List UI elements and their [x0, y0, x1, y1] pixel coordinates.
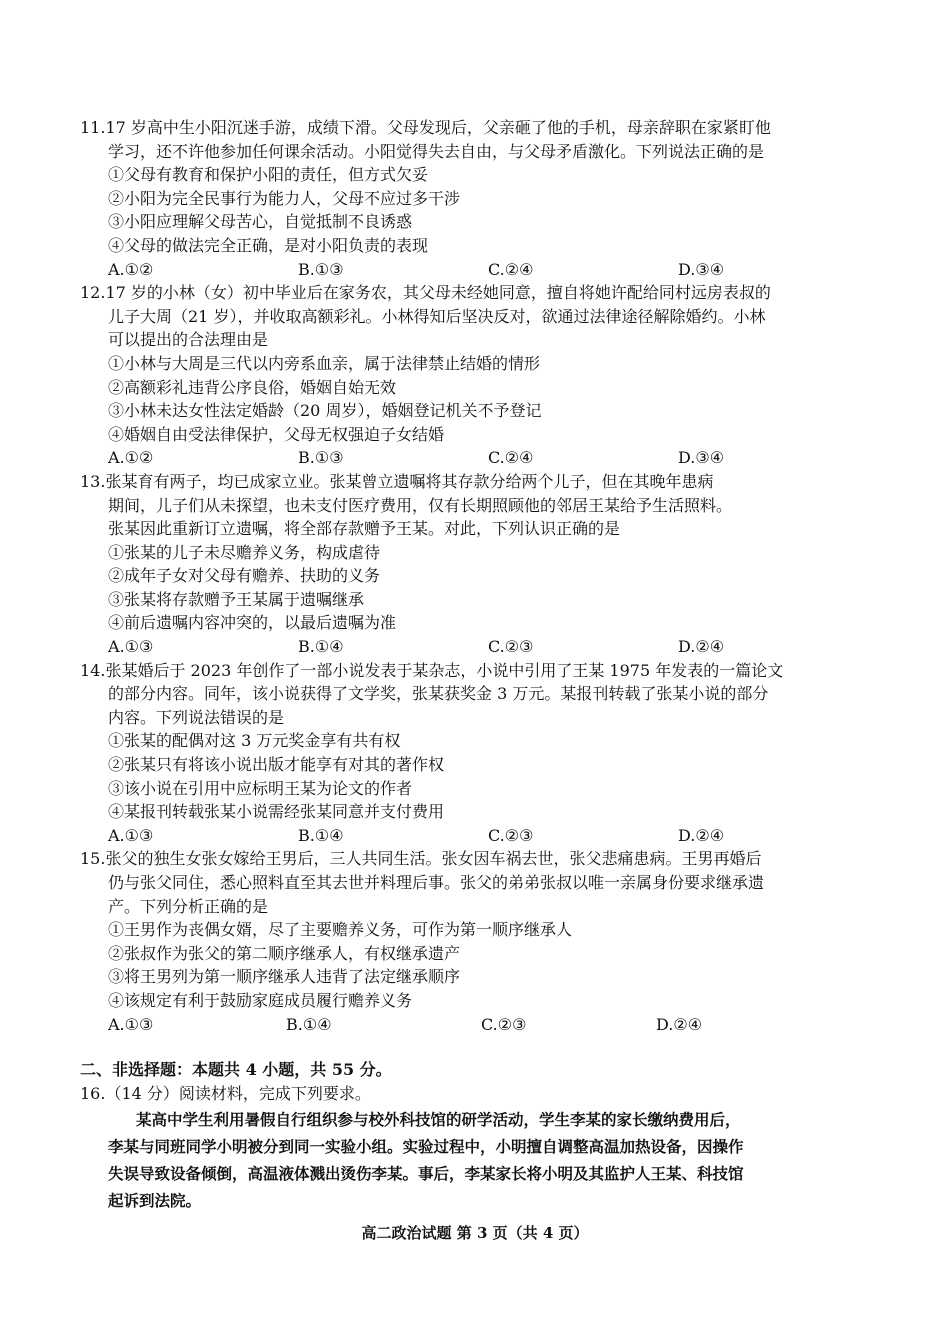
statement-item: ②成年子女对父母有赡养、扶助的义务 [108, 566, 381, 586]
reading-material [80, 1106, 880, 1214]
statement-item: ①张某的配偶对这 3 万元奖金享有共有权 [108, 731, 401, 751]
question-stem-line: 可以提出的合法理由是 [108, 330, 269, 350]
question-stem-line: 的部分内容。同年，该小说获得了文学奖，张某获奖金 3 万元。某报刊转载了张某小说的部分 [108, 684, 769, 704]
option-c: C.②③ [488, 637, 534, 657]
option-a: A.①② [108, 259, 154, 279]
question-stem-line: 学习，还不许他参加任何课余活动。小阳觉得失去自由，与父母矛盾激化。下列说法正确的是 [108, 141, 765, 161]
statement-item: ④某报刊转载张某小说需经张某同意并支付费用 [108, 802, 445, 822]
material-line: 李某与同班同学小明被分到同一实验小组。实验过程中，小明擅自调整高温加热设备，因操作 [108, 1136, 744, 1156]
question-stem-line: 12.17 岁的小林（女）初中毕业后在家务农，其父母未经她同意，擅自将她许配给同村远房表叔的 [80, 283, 771, 303]
section-heading: 二、非选择题：本题共 4 小题，共 55 分。 [80, 1060, 392, 1080]
option-c: C.②③ [481, 1014, 527, 1034]
statement-item: ④该规定有利于鼓励家庭成员履行赡养义务 [108, 990, 413, 1010]
question-13 [80, 470, 880, 659]
option-c: C.②④ [488, 259, 534, 279]
statement-item: ①王男作为丧偶女婿，尽了主要赡养义务，可作为第一顺序继承人 [108, 920, 573, 940]
option-b: B.①④ [298, 825, 344, 845]
statement-item: ③小阳应理解父母苦心，自觉抵制不良诱惑 [108, 212, 413, 232]
option-c: C.②④ [488, 448, 534, 468]
statement-item: ②小阳为完全民事行为能力人，父母不应过多干涉 [108, 188, 461, 208]
answer-options [80, 824, 880, 848]
statement-item: ③该小说在引用中应标明王某为论文的作者 [108, 778, 413, 798]
statement-item: ①张某的儿子未尽赡养义务，构成虐待 [108, 542, 381, 562]
statement-item: ②张某只有将该小说出版才能享有对其的著作权 [108, 755, 445, 775]
page-content [80, 116, 880, 1214]
option-a: A.①③ [108, 637, 154, 657]
option-d: D.②④ [678, 825, 725, 845]
question-15 [80, 847, 880, 1036]
question-stem-line: 仍与张父同住，悉心照料直至其去世并料理后事。张父的弟弟张叔以唯一亲属身份要求继承遗 [108, 873, 765, 892]
answer-options [80, 635, 880, 659]
option-b: B.①③ [298, 448, 344, 468]
material-line: 某高中学生利用暑假自行组织参与校外科技馆的研学活动，学生李某的家长缴纳费用后， [136, 1109, 741, 1129]
option-d: D.②④ [678, 637, 725, 657]
question-stem-line: 产。下列分析正确的是 [108, 896, 269, 916]
question-stem-line: 11.17 岁高中生小阳沉迷手游，成绩下滑。父母发现后，父亲砸了他的手机，母亲辞职在家紧盯他 [80, 118, 771, 137]
statement-item: ①父母有教育和保护小阳的责任，但方式欠妥 [108, 165, 429, 185]
question-16-stem: 16.（14 分）阅读材料，完成下列要求。 [80, 1084, 371, 1104]
statement-item: ④父母的做法完全正确，是对小阳负责的表现 [108, 235, 429, 255]
statement-item: ③张某将存款赠予王某属于遗嘱继承 [108, 589, 365, 609]
question-stem-line: 13.张某育有两子，均已成家立业。张某曾立遗嘱将其存款分给两个儿子，但在其晚年患病 [80, 471, 714, 491]
option-b: B.①③ [298, 259, 344, 279]
question-stem-line: 期间，儿子们从未探望，也未支付医疗费用，仅有长期照顾他的邻居王某给予生活照料。 [108, 495, 733, 515]
option-c: C.②③ [488, 825, 534, 845]
answer-options [80, 1013, 880, 1037]
statement-item: ④婚姻自由受法律保护，父母无权强迫子女结婚 [108, 424, 445, 444]
statement-item: ②张叔作为张父的第二顺序继承人，有权继承遗产 [108, 943, 461, 963]
answer-options [80, 446, 880, 470]
option-a: A.①② [108, 448, 154, 468]
statement-item: ③小林未达女性法定婚龄（20 周岁），婚姻登记机关不予登记 [108, 401, 542, 421]
option-d: D.③④ [678, 448, 725, 468]
question-stem-line: 14.张某婚后于 2023 年创作了一部小说发表于某杂志，小说中引用了王某 1975 年发表的一篇论文 [80, 660, 784, 680]
option-b: B.①④ [298, 637, 344, 657]
question-14 [80, 659, 880, 848]
option-a: A.①③ [108, 1014, 154, 1034]
question-stem-line: 内容。下列说法错误的是 [108, 707, 285, 727]
option-b: B.①④ [286, 1014, 332, 1034]
page-footer: 高二政治试题 第 3 页（共 4 页） [361, 1224, 589, 1242]
question-stem-line: 张某因此重新订立遗嘱，将全部存款赠予王某。对此，下列认识正确的是 [108, 519, 621, 539]
material-line: 起诉到法院。 [108, 1190, 202, 1210]
question-stem-line: 儿子大周（21 岁），并收取高额彩礼。小林得知后坚决反对，欲通过法律途径解除婚约。小林 [108, 306, 766, 326]
statement-item: ①小林与大周是三代以内旁系血亲，属于法律禁止结婚的情形 [108, 353, 541, 373]
option-a: A.①③ [108, 825, 154, 845]
question-11 [80, 116, 880, 281]
option-d: D.③④ [678, 259, 725, 279]
statement-item: ④前后遗嘱内容冲突的，以最后遗嘱为准 [108, 613, 397, 633]
material-line: 失误导致设备倾倒，高温液体溅出烫伤李某。事后，李某家长将小明及其监护人王某、科技馆 [108, 1163, 744, 1183]
question-stem-line: 15.张父的独生女张女嫁给王男后，三人共同生活。张女因车祸去世，张父悲痛患病。王男再婚后 [80, 849, 762, 869]
statement-item: ③将王男列为第一顺序继承人违背了法定继承顺序 [108, 967, 461, 987]
question-12 [80, 281, 880, 470]
statement-item: ②高额彩礼违背公序良俗，婚姻自始无效 [108, 377, 397, 397]
option-d: D.②④ [656, 1014, 703, 1034]
answer-options [80, 258, 880, 282]
